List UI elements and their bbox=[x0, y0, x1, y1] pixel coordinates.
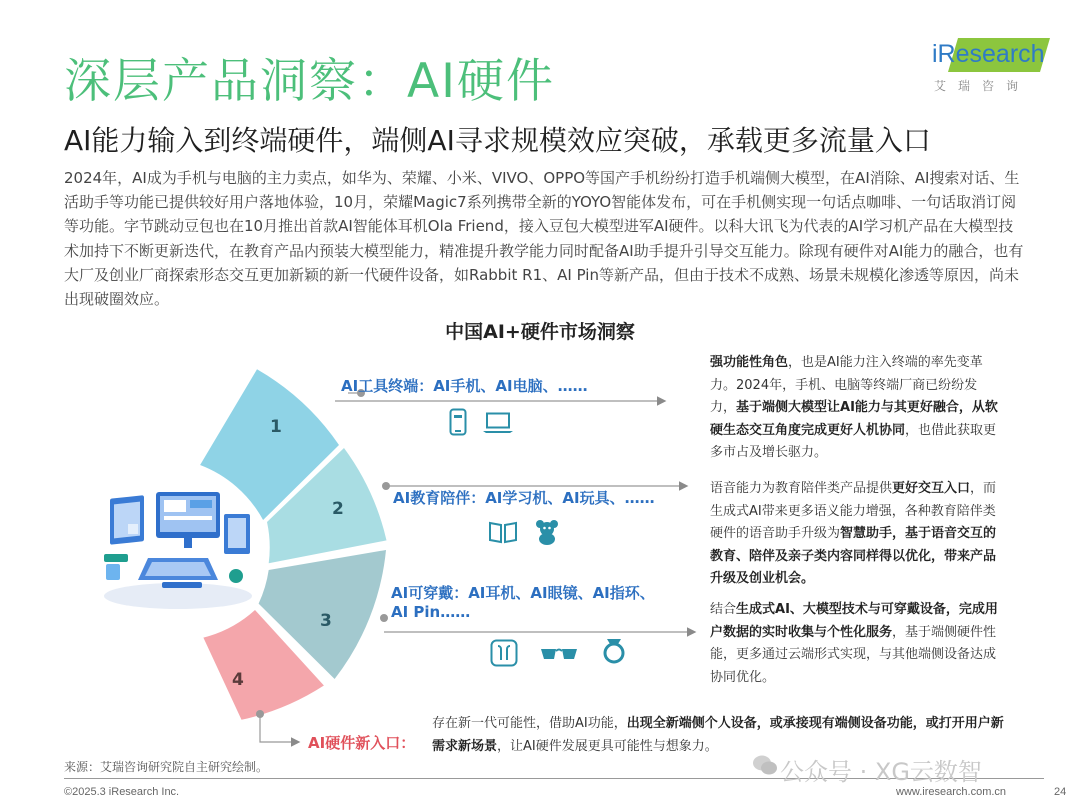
segment-desc-3-run-1: 生成式AI、大模型技术与可穿戴设备，完成用户数据的实时收集与个性化服务 bbox=[710, 602, 998, 640]
source-note: 来源：艾瑞咨询研究院自主研究绘制。 bbox=[64, 760, 269, 774]
segment-number-2: 2 bbox=[332, 499, 344, 519]
computer-illustration-icon bbox=[98, 484, 258, 612]
intro-paragraph: 2024年，AI成为手机与电脑的主力卖点，如华为、荣耀、小米、VIVO、OPPO等国产手机纷纷打造手机端侧大模型，在AI消除、AI搜索对话、生活助手等功能已提供较好用户落地体验，10月，荣耀Magic7系列携带全新的YOYO智能体发布，可在手机侧实现一句话点咖啡、一句话取消订阅等功能。字节跳动豆包也在10月推出首款AI智能体耳机Ola Friend，接入豆包大模型进军AI硬件。以科大讯飞为代表的AI学习机产品在大模型技术加持下不断更新迭代，在教育产品内预装大模型能力，精准提升教学能力同时配备AI助手提升引导交互能力。除现有硬件对AI能力的融合，也有大厂及创业厂商探索形态交互更加新颖的新一代硬件设备，如Rabbit R1、AI Pin等新产品，但由于技术不成熟、场景未规模化渗透等原因，尚未出现破圈效应。 bbox=[64, 169, 1024, 309]
segment-desc-3 bbox=[710, 599, 1002, 689]
segment-label-4: AI硬件新入口： bbox=[308, 734, 416, 752]
laptop-icon bbox=[482, 412, 514, 434]
segment-number-4: 4 bbox=[232, 670, 244, 690]
website-link[interactable]: www.iresearch.com.cn bbox=[896, 786, 1007, 798]
segment-desc-1-run-3: ，也借此获取更多市占及增长驱力。 bbox=[710, 422, 997, 460]
copyright: ©2025.3 iResearch Inc. bbox=[64, 786, 180, 798]
watermark: 公众号 · XG云数智 bbox=[780, 758, 982, 786]
segment-desc-1-run-0: 强功能性角色 bbox=[710, 355, 789, 370]
logo-subtitle: 艾瑞咨询 bbox=[934, 79, 1031, 93]
book-icon bbox=[488, 520, 518, 544]
segment-label-1: AI工具终端：AI手机、AI电脑、…… bbox=[341, 377, 588, 395]
page-title: 深层产品洞察：AI硬件 bbox=[64, 54, 556, 109]
segment-desc-2-run-3: 智慧助手，基于语音交互的教育、陪伴及亲子类内容同样得以优化，带来产品升级及创业机会。 bbox=[710, 526, 997, 586]
segment-label-3-line-2: AI Pin…… bbox=[391, 603, 471, 621]
ring-icon bbox=[601, 637, 627, 665]
segment-desc-3-run-0: 结合 bbox=[710, 602, 737, 617]
diagram-title: 中国AI+硬件市场洞察 bbox=[445, 321, 635, 343]
wechat-icon bbox=[752, 754, 778, 776]
segment-desc-4-run-0: 存在新一代可能性，借助AI功能， bbox=[432, 716, 627, 731]
segment-label-3 bbox=[391, 584, 655, 622]
segment-desc-2-run-1: 更好交互入口 bbox=[892, 481, 971, 496]
segment-number-3: 3 bbox=[320, 611, 332, 631]
teddy-bear-icon bbox=[534, 519, 560, 545]
phone-icon bbox=[449, 408, 467, 436]
segment-desc-1 bbox=[710, 352, 1002, 465]
logo-wordmark: iResearch bbox=[932, 40, 1045, 68]
segment-desc-1-run-2: 基于端侧大模型让AI能力与其更好融合，从软硬生态交互角度完成更好人机协同 bbox=[710, 400, 998, 438]
segment-desc-3-run-2: ，基于端侧硬件性能，更多通过云端形式实现，与其他端侧设备达成协同优化。 bbox=[710, 624, 997, 685]
segment-desc-2-run-2: ，而生成式AI带来更多语义能力增强，各种教育陪伴类硬件的语音助手升级为 bbox=[710, 481, 997, 541]
segment-desc-2 bbox=[710, 478, 1002, 591]
segment-desc-4-run-2: ，让AI硬件发展更具可能性与想象力。 bbox=[497, 738, 718, 754]
page-number: 24 bbox=[1054, 786, 1067, 798]
connector-arrow-4 bbox=[260, 716, 298, 742]
glasses-icon bbox=[540, 645, 578, 663]
segment-desc-2-run-0: 语音能力为教育陪伴类产品提供 bbox=[710, 481, 893, 496]
segment-label-3-line-1: AI可穿戴：AI耳机、AI眼镜、AI指环、 bbox=[391, 584, 655, 602]
earbuds-icon bbox=[490, 639, 518, 667]
segment-desc-4-run-1: 出现全新端侧个人设备，或承接现有端侧设备功能，或打开用户新需求新场景 bbox=[432, 716, 1004, 754]
segment-desc-1-run-1: ，也是AI能力注入终端的率先变革力。2024年，手机、电脑等终端厂商已纷纷发力， bbox=[710, 355, 983, 415]
segment-label-2: AI教育陪伴：AI学习机、AI玩具、…… bbox=[393, 489, 655, 507]
page-subtitle: AI能力输入到终端硬件，端侧AI寻求规模效应突破，承载更多流量入口 bbox=[64, 124, 931, 157]
segment-number-1: 1 bbox=[270, 417, 282, 437]
